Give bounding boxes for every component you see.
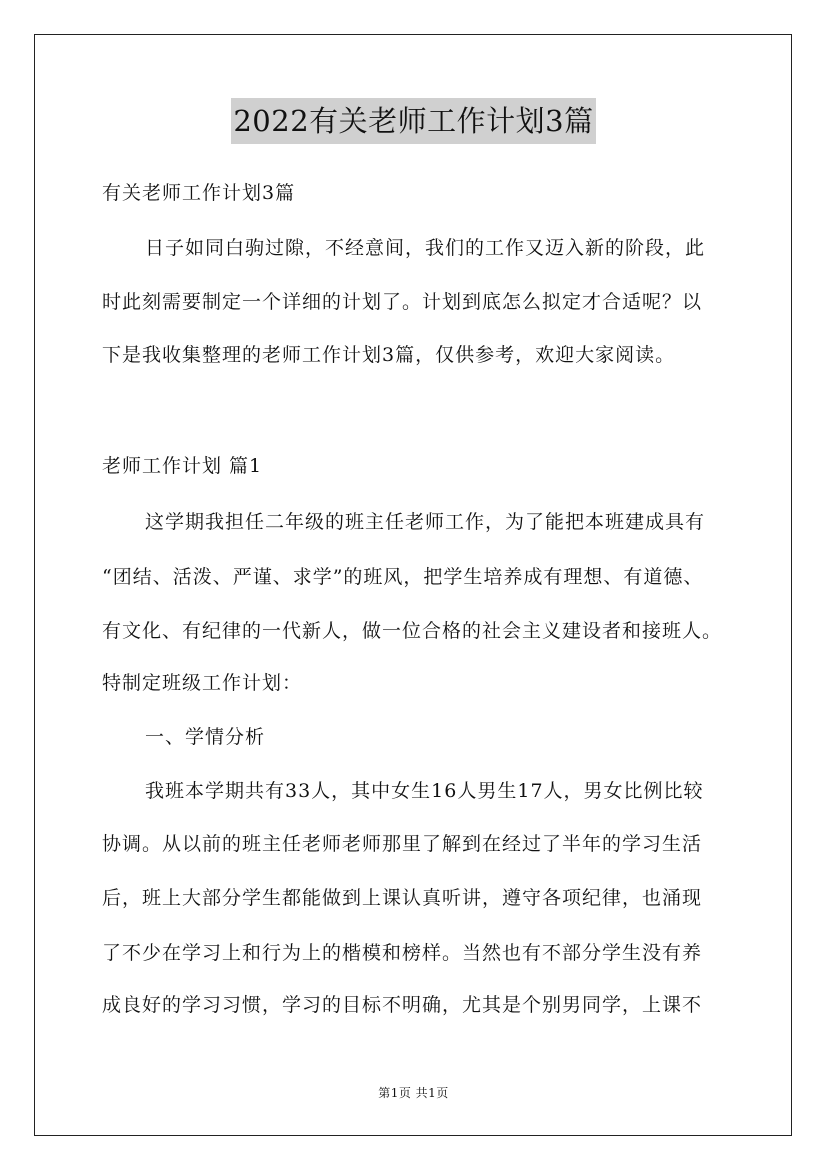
subsection-heading: 一、学情分析 xyxy=(145,726,266,748)
paragraph-line: 有文化、有纪律的一代新人，做一位合格的社会主义建设者和接班人。 xyxy=(102,620,723,642)
paragraph-line: “团结、活泼、严谨、求学”的班风，把学生培养成有理想、有道德、 xyxy=(102,566,704,588)
paragraph-line: 这学期我担任二年级的班主任老师工作，为了能把本班建成具有 xyxy=(145,511,706,533)
document-title: 2022有关老师工作计划3篇 xyxy=(231,98,595,144)
intro-line: 日子如同白驹过隙，不经意间，我们的工作又迈入新的阶段，此 xyxy=(145,237,706,259)
paragraph-line: 特制定班级工作计划： xyxy=(102,672,303,694)
analysis-line: 我班本学期共有33人，其中女生16人男生17人，男女比例比较 xyxy=(145,780,704,802)
subtitle: 有关老师工作计划3篇 xyxy=(102,182,296,204)
intro-line: 时此刻需要制定一个详细的计划了。计划到底怎么拟定才合适呢？以 xyxy=(102,291,703,313)
analysis-line: 协调。从以前的班主任老师老师那里了解到在经过了半年的学习生活 xyxy=(102,833,703,855)
analysis-line: 后，班上大部分学生都能做到上课认真听讲，遵守各项纪律，也涌现 xyxy=(102,887,703,909)
page-footer: 第1页 共1页 xyxy=(378,1086,449,1100)
section-heading: 老师工作计划 篇1 xyxy=(102,455,263,477)
analysis-line: 成良好的学习习惯，学习的目标不明确，尤其是个别男同学，上课不 xyxy=(102,994,703,1016)
analysis-line: 了不少在学习上和行为上的楷模和榜样。当然也有不部分学生没有养 xyxy=(102,942,703,964)
intro-line: 下是我收集整理的老师工作计划3篇，仅供参考，欢迎大家阅读。 xyxy=(102,344,676,366)
